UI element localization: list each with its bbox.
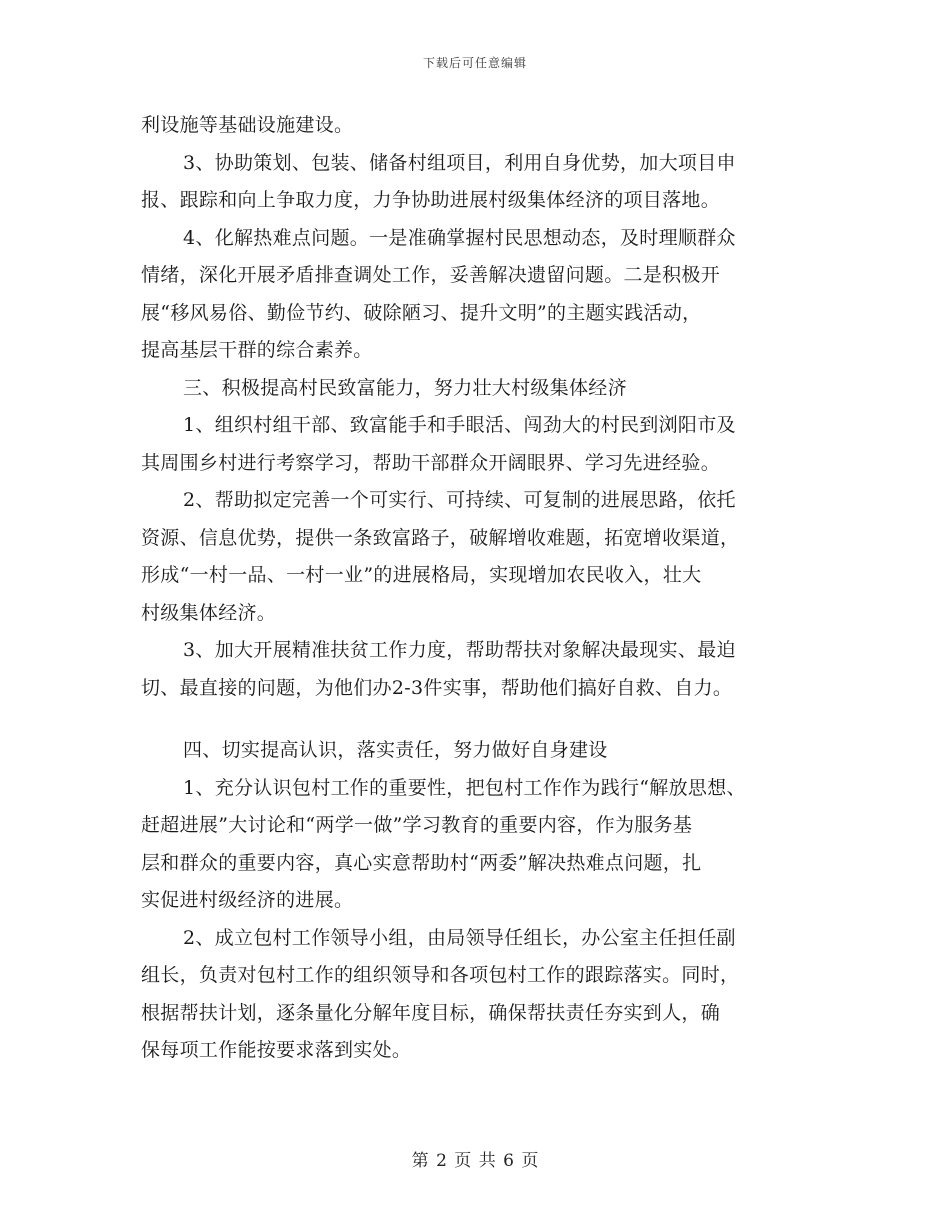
paragraph-line: 1、充分认识包村工作的重要性，把包村工作作为践行“解放思想、 xyxy=(183,776,746,799)
paragraph-line: 村级集体经济。 xyxy=(141,601,277,624)
paragraph-line: 赶超进展”大讨论和“两学一做”学习教育的重要内容，作为服务基 xyxy=(141,814,693,836)
paragraph-line: 层和群众的重要内容，真心实意帮助村“两委”解决热难点问题，扎 xyxy=(141,851,702,874)
paragraph-line: 其周围乡村进行考察学习，帮助干部群众开阔眼界、学习先进经验。 xyxy=(141,451,721,474)
paragraph-line: 利设施等基础设施建设。 xyxy=(141,114,354,136)
paragraph-line: 3、加大开展精准扶贫工作力度，帮助帮扶对象解决最现实、最迫 xyxy=(183,639,736,661)
page-header: 下载后可任意编辑 xyxy=(422,56,527,70)
paragraph-line: 情绪，深化开展矛盾排查调处工作，妥善解决遗留问题。二是积极开 xyxy=(141,264,721,286)
paragraph-line: 3、协助策划、包装、储备村组项目，利用自身优势，加大项目申 xyxy=(183,151,736,174)
paragraph-line: 2、帮助拟定完善一个可实行、可持续、可复制的进展思路，依托 xyxy=(183,489,736,511)
paragraph-line: 实促进村级经济的进展。 xyxy=(141,889,354,911)
paragraph-line: 提高基层干群的综合素养。 xyxy=(141,339,373,361)
paragraph-line: 资源、信息优势，提供一条致富路子，破解增收难题，拓宽增收渠道， xyxy=(141,526,740,549)
paragraph-line: 根据帮扶计划，逐条量化分解年度目标，确保帮扶责任夯实到人，确 xyxy=(141,1001,721,1024)
document-body xyxy=(141,107,821,1070)
paragraph-gap xyxy=(141,707,821,732)
page-number: 第 2 页 共 6 页 xyxy=(411,1151,539,1171)
paragraph-line: 组长，负责对包村工作的组织领导和各项包村工作的跟踪落实。同时， xyxy=(141,964,740,986)
paragraph-line: 保每项工作能按要求落到实处。 xyxy=(141,1039,412,1061)
paragraph-line: 形成“一村一品、一村一业”的进展格局，实现增加农民收入，壮大 xyxy=(141,564,702,586)
section-heading: 四、切实提高认识，落实责任，努力做好自身建设 xyxy=(183,739,608,761)
paragraph-line: 2、成立包村工作领导小组，由局领导任组长，办公室主任担任副 xyxy=(183,926,736,949)
paragraph-line: 1、组织村组干部、致富能手和手眼活、闯劲大的村民到浏阳市及 xyxy=(183,414,736,436)
paragraph-line: 报、跟踪和向上争取力度，力争协助进展村级集体经济的项目落地。 xyxy=(141,189,721,211)
section-heading: 三、积极提高村民致富能力，努力壮大村级集体经济 xyxy=(183,376,627,399)
paragraph-line: 4、化解热难点问题。一是准确掌握村民思想动态，及时理顺群众 xyxy=(183,226,736,249)
paragraph-line: 展“移风易俗、勤俭节约、破除陋习、提升文明”的主题实践活动， xyxy=(141,301,702,324)
paragraph-line: 切、最直接的问题，为他们办2-3件实事，帮助他们搞好自救、自力。 xyxy=(141,676,733,699)
